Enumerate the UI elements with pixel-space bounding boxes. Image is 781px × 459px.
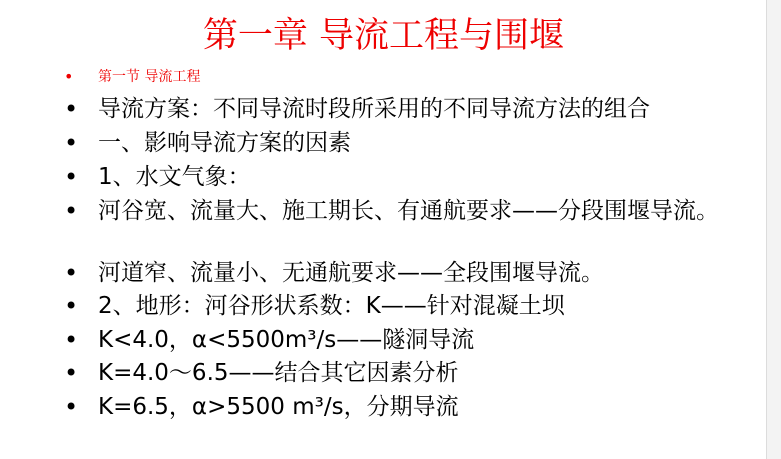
bullet-text: 河道窄、流量小、无通航要求——全段围堰导流。 — [98, 260, 604, 286]
bullet-dot-icon: • — [64, 292, 79, 320]
bullet-text: K=6.5，α>5500 m³/s，分期导流 — [98, 394, 459, 420]
section-label: 第一节 导流工程 — [98, 69, 201, 85]
bullet-text: K<4.0，α<5500m³/s——隧洞导流 — [98, 327, 475, 353]
bullet-dot-icon: • — [64, 67, 74, 86]
bullet-dot-icon: • — [64, 326, 79, 354]
bullet-dot-icon: • — [64, 393, 79, 421]
bullet-dot-icon: • — [64, 163, 79, 191]
bullet-text: K=4.0～6.5——结合其它因素分析 — [98, 360, 459, 386]
bullet-dot-icon: • — [64, 197, 79, 225]
bullet-dot-icon: • — [64, 95, 79, 123]
bullet-text: 2、地形：河谷形状系数：K——针对混凝土坝 — [98, 293, 565, 319]
bullet-dot-icon: • — [64, 259, 79, 287]
bullet-dot-icon: • — [64, 129, 79, 157]
slide-title: 第一章 导流工程与围堰 — [202, 16, 565, 56]
bullet-dot-icon: • — [64, 359, 79, 387]
bullet-text: 一、影响导流方案的因素 — [98, 130, 351, 156]
bullet-text: 导流方案：不同导流时段所采用的不同导流方法的组合 — [98, 96, 650, 122]
viewer-scrollbar[interactable] — [766, 0, 781, 459]
bullet-text: 河谷宽、流量大、施工期长、有通航要求——分段围堰导流。 — [98, 198, 719, 224]
bullet-text: 1、水文气象： — [98, 164, 251, 190]
